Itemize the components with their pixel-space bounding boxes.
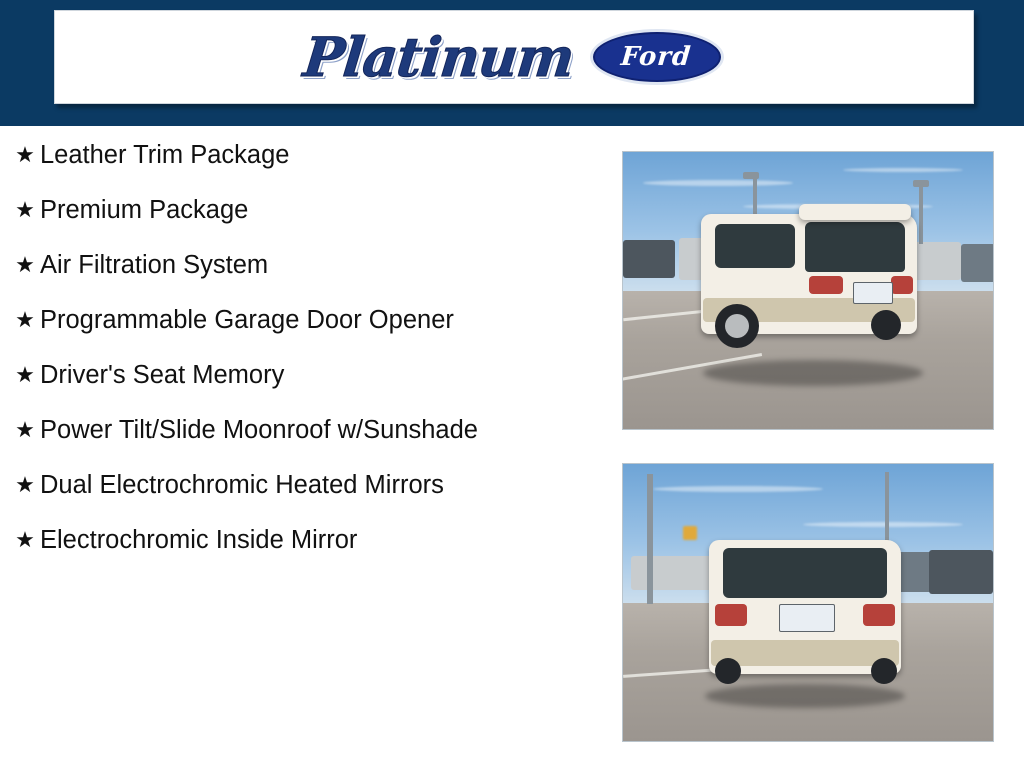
dealer-wordmark: Platinum <box>301 25 577 89</box>
background-vehicle <box>929 550 993 594</box>
feature-label: Premium Package <box>40 196 249 224</box>
list-item <box>0 468 600 502</box>
cloud-streak <box>843 168 963 172</box>
background-vehicle <box>623 240 675 278</box>
light-pole-head <box>913 180 929 187</box>
vehicle-rear-glass <box>723 548 887 598</box>
tail-light <box>863 604 895 626</box>
list-item <box>0 523 600 557</box>
header-banner <box>0 0 1024 126</box>
feature-label: Leather Trim Package <box>40 141 290 169</box>
wheel <box>871 310 901 340</box>
tail-light <box>809 276 843 294</box>
vehicle-lower-bumper <box>711 640 899 666</box>
cloud-streak <box>643 180 793 186</box>
feature-label: Air Filtration System <box>40 251 269 279</box>
light-pole <box>647 474 653 604</box>
list-item <box>0 193 600 227</box>
street-sign-icon <box>683 526 697 540</box>
list-item <box>0 138 600 172</box>
vehicle-shadow <box>703 360 923 386</box>
feature-label: Programmable Garage Door Opener <box>40 306 454 334</box>
star-bullet-icon: ★ <box>15 197 35 222</box>
vehicle-photo-rear-quarter[interactable] <box>622 151 994 430</box>
light-pole-head <box>743 172 759 179</box>
ford-oval-label: Ford <box>620 42 694 72</box>
list-item <box>0 358 600 392</box>
feature-label: Electrochromic Inside Mirror <box>40 526 358 554</box>
tail-light <box>715 604 747 626</box>
license-plate <box>779 604 835 632</box>
cloud-streak <box>803 522 963 527</box>
vehicle-side-glass <box>715 224 795 268</box>
list-item <box>0 413 600 447</box>
star-bullet-icon: ★ <box>15 472 35 497</box>
star-bullet-icon: ★ <box>15 527 35 552</box>
tail-light <box>891 276 913 294</box>
list-item <box>0 248 600 282</box>
star-bullet-icon: ★ <box>15 252 35 277</box>
vehicle-spoiler <box>799 204 911 220</box>
wheel <box>871 658 897 684</box>
vehicle-shadow <box>705 684 905 708</box>
vehicle-photo-rear[interactable] <box>622 463 994 742</box>
feature-label: Dual Electrochromic Heated Mirrors <box>40 471 444 499</box>
dealer-logo <box>301 25 723 89</box>
cloud-streak <box>653 486 823 492</box>
star-bullet-icon: ★ <box>15 417 35 442</box>
wheel <box>715 658 741 684</box>
feature-label: Driver's Seat Memory <box>40 361 285 389</box>
feature-list <box>0 138 600 578</box>
dealer-logo-plate <box>54 10 974 104</box>
star-bullet-icon: ★ <box>15 142 35 167</box>
ford-oval-icon <box>590 29 724 85</box>
wheel-rim <box>725 314 749 338</box>
vehicle-rear-glass <box>805 222 905 272</box>
license-plate <box>853 282 893 304</box>
star-bullet-icon: ★ <box>15 362 35 387</box>
feature-label: Power Tilt/Slide Moonroof w/Sunshade <box>40 416 478 444</box>
list-item <box>0 303 600 337</box>
star-bullet-icon: ★ <box>15 307 35 332</box>
background-vehicle <box>961 244 994 282</box>
light-pole <box>919 182 923 244</box>
